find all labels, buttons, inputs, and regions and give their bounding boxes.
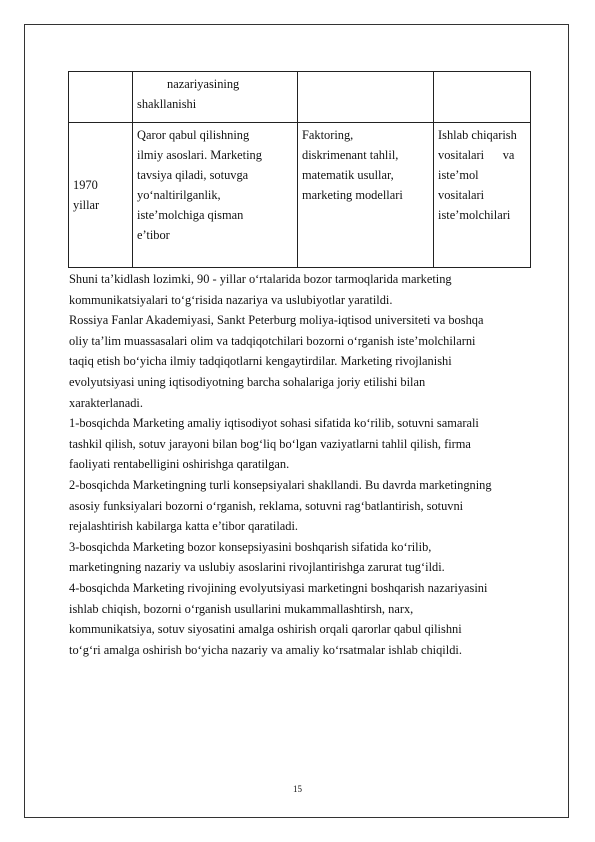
page-number: 15 — [293, 784, 302, 794]
cell-text: marketing modellari — [302, 188, 403, 202]
body-line: marketingning nazariy va uslubiy asoslarini rivojlantirishga zarurat tug‘ildi. — [69, 560, 445, 575]
table-cell — [133, 72, 298, 123]
cell-text: matematik usullar, — [302, 168, 394, 182]
table-cell — [69, 123, 133, 268]
body-line: kommunikatsiyalari to‘g‘risida nazariya va uslubiyotlar yaratildi. — [69, 292, 393, 307]
body-line: kommunikatsiya, sotuv siyosatini amalga oshirish orqali qarorlar qabul qilishni — [69, 622, 462, 637]
body-text — [69, 269, 559, 660]
cell-text: iste’molchiga qisman — [137, 208, 244, 222]
body-line: taqiq etish bo‘yicha ilmiy tadqiqotlarni kengaytirdilar. Marketing rivojlanishi — [69, 354, 452, 369]
table-row — [69, 72, 531, 123]
body-line: ishlab chiqish, bozorni o‘rganish usullarini mukammallashtirsh, narx, — [69, 601, 414, 616]
cell-text: Qaror qabul qilishning — [137, 128, 250, 142]
cell-text: Faktoring, — [302, 128, 354, 142]
cell-text: yillar — [73, 198, 100, 212]
body-line: 1-bosqichda Marketing amaliy iqtisodiyot sohasi sifatida ko‘rilib, sotuvni samarali — [69, 416, 479, 431]
body-line: tashkil qilish, sotuv jarayoni bilan bog‘liq bo‘lgan vaziyatlarni tahlil qilish, firma — [69, 436, 471, 451]
cell-text: diskrimenant tahlil, — [302, 148, 399, 162]
cell-text: shakllanishi — [137, 97, 197, 111]
table-cell — [69, 72, 133, 123]
body-line: Shuni ta’kidlash lozimki, 90 - yillar o‘rtalarida bozor tarmoqlarida marketing — [69, 272, 452, 286]
cell-text: e’tibor — [137, 228, 170, 242]
history-table — [68, 71, 531, 268]
body-line: 3-bosqichda Marketing bozor konsepsiyasini boshqarish sifatida ko‘rilib, — [69, 539, 432, 554]
table-cell — [298, 123, 434, 268]
cell-text: nazariyasining — [167, 77, 240, 91]
table-cell — [434, 123, 531, 268]
cell-text: iste’molchilari — [438, 208, 511, 222]
cell-text: vositalari va — [438, 148, 515, 162]
body-line: 2-bosqichda Marketingning turli konsepsiyalari shakllandi. Bu davrda marketingning — [69, 477, 492, 492]
cell-text: iste’mol — [438, 168, 479, 182]
cell-text: ilmiy asoslari. Marketing — [137, 148, 262, 162]
cell-text: vositalari — [438, 188, 485, 202]
body-line: xarakterlanadi. — [69, 395, 143, 410]
body-line: to‘g‘ri amalga oshirish bo‘yicha nazariy va amaliy ko‘rsatmalar ishlab chiqildi. — [69, 642, 462, 657]
cell-text: Ishlab chiqarish — [438, 128, 517, 142]
cell-text: tavsiya qiladi, sotuvga — [137, 168, 249, 182]
body-line: faoliyati rentabelligini oshirishga qaratilgan. — [69, 457, 290, 472]
table-cell — [434, 72, 531, 123]
cell-text: yo‘naltirilganlik, — [137, 188, 221, 202]
body-line: evolyutsiyasi uning iqtisodiyotning barcha sohalariga joriy etilishi bilan — [69, 374, 426, 389]
cell-text: 1970 — [73, 178, 98, 192]
body-line: oliy ta’lim muassasalari olim va tadqiqotchilari bozorni o‘rganish iste’molchilarni — [69, 333, 476, 348]
body-line: rejalashtirish kabilarga katta e’tibor qaratiladi. — [69, 519, 299, 534]
table-cell — [298, 72, 434, 123]
table-row — [69, 123, 531, 268]
body-line: asosiy funksiyalari bozorni o‘rganish, reklama, sotuvni rag‘batlantirish, sotuvni — [69, 498, 464, 513]
body-line: Rossiya Fanlar Akademiyasi, Sankt Peterburg moliya-iqtisod universiteti va boshqa — [69, 313, 484, 328]
body-line: 4-bosqichda Marketing rivojining evolyutsiyasi marketingni boshqarish nazariyasini — [69, 580, 488, 595]
table-cell — [133, 123, 298, 268]
